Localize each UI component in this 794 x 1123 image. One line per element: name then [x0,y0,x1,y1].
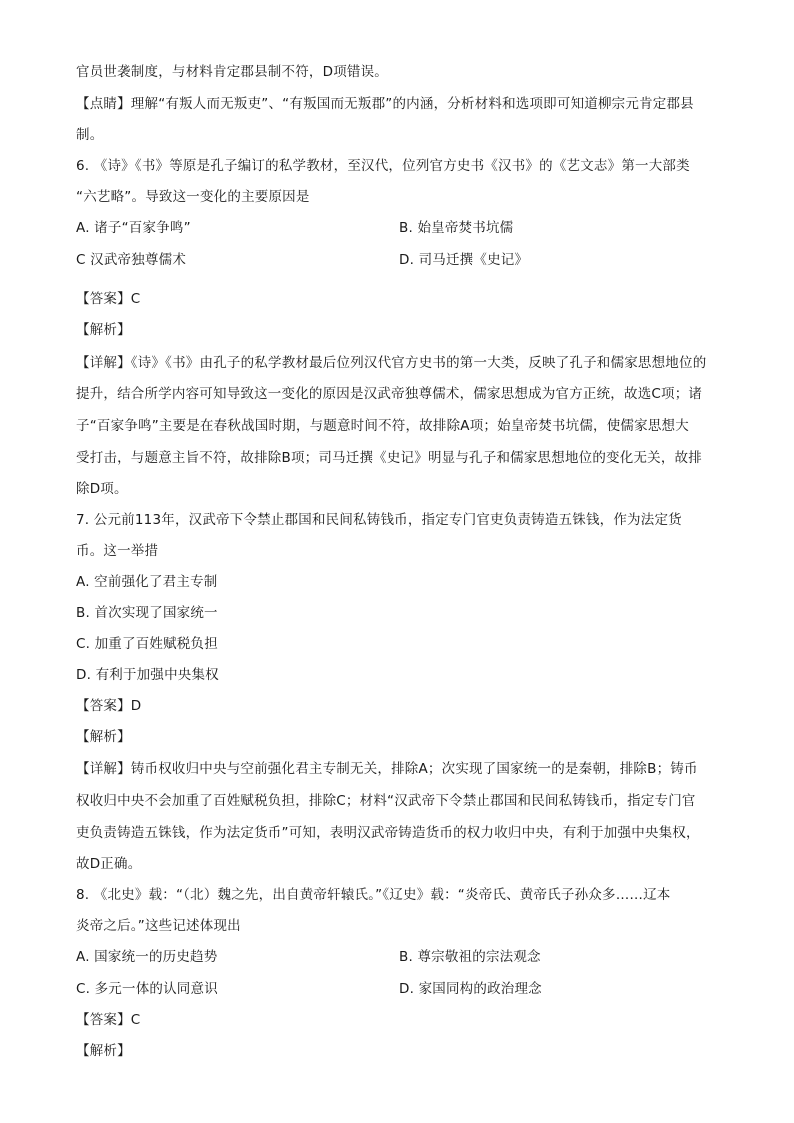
analysis-6-line: 除D项。 [76,481,128,497]
analysis-7-heading: 【解析】 [76,729,131,745]
tip-line: 【点睛】理解“有叛人而无叛吏”、“有叛国而无叛郡”的内涵，分析材料和选项即可知道柳宗元肯定郡县 [76,96,694,112]
option-7d: D. 有利于加强中央集权 [76,667,219,683]
analysis-7-line: 故D正确。 [76,856,142,872]
option-6a: A. 诸子“百家争鸣” [76,220,191,236]
analysis-8-heading: 【解析】 [76,1043,131,1059]
question-6-stem: “六艺略”。导致这一变化的主要原因是 [76,189,310,205]
question-6-stem: 6. 《诗》《书》等原是孔子编订的私学教材，至汉代，位列官方史书《汉书》的《艺文志》第一大部类 [76,158,690,174]
analysis-7-line: 【详解】铸币权收归中央与空前强化君主专制无关，排除A；次实现了国家统一的是秦朝，排除B；铸币 [76,761,698,777]
option-6c: C 汉武帝独尊儒术 [76,252,187,268]
analysis-6-line: 提升，结合所学内容可知导致这一变化的原因是汉武帝独尊儒术，儒家思想成为官方正统，故选C项；诸 [76,386,703,402]
question-8-stem: 8. 《北史》载：“（北）魏之先，出自黄帝轩辕氏。”《辽史》载：“炎帝氏、黄帝氏子孙众多……辽本 [76,887,671,903]
question-7-stem: 7. 公元前113年，汉武帝下令禁止郡国和民间私铸钱币，指定专门官吏负责铸造五铢钱，作为法定货 [76,512,682,528]
option-7c: C. 加重了百姓赋税负担 [76,636,218,652]
answer-8: 【答案】C [76,1012,141,1028]
option-6d: D. 司马迁撰《史记》 [399,252,529,268]
option-8b: B. 尊宗敬祖的宗法观念 [399,949,541,965]
option-8c: C. 多元一体的认同意识 [76,981,218,997]
option-7b: B. 首次实现了国家统一 [76,605,218,621]
analysis-6-line: 【详解】《诗》《书》由孔子的私学教材最后位列汉代官方史书的第一大类，反映了孔子和儒家思想地位的 [76,355,707,371]
option-8d: D. 家国同构的政治理念 [399,981,542,997]
tip-line: 制。 [76,127,104,143]
answer-6: 【答案】C [76,291,141,307]
question-8-stem: 炎帝之后。”这些记述体现出 [76,918,241,934]
analysis-7-line: 权收归中央不会加重了百姓赋税负担，排除C；材料“汉武帝下令禁止郡国和民间私铸钱币，指定专门官 [76,793,696,809]
option-7a: A. 空前强化了君主专制 [76,574,218,590]
option-8a: A. 国家统一的历史趋势 [76,949,218,965]
analysis-6-line: 受打击，与题意主旨不符，故排除B项；司马迁撰《史记》明显与孔子和儒家思想地位的变化无关，故排 [76,450,702,466]
answer-7: 【答案】D [76,698,142,714]
option-6b: B. 始皇帝焚书坑儒 [399,220,514,236]
analysis-6-line: 子“百家争鸣”主要是在春秋战国时期，与题意时间不符，故排除A项；始皇帝焚书坑儒，使儒家思想大 [76,418,689,434]
question-7-stem: 币。这一举措 [76,543,159,559]
analysis-6-heading: 【解析】 [76,322,131,338]
analysis-7-line: 吏负责铸造五铢钱，作为法定货币”可知，表明汉武帝铸造货币的权力收归中央，有利于加强中央集权， [76,825,700,841]
text-line: 官员世袭制度，与材料肯定郡县制不符，D项错误。 [76,64,388,80]
